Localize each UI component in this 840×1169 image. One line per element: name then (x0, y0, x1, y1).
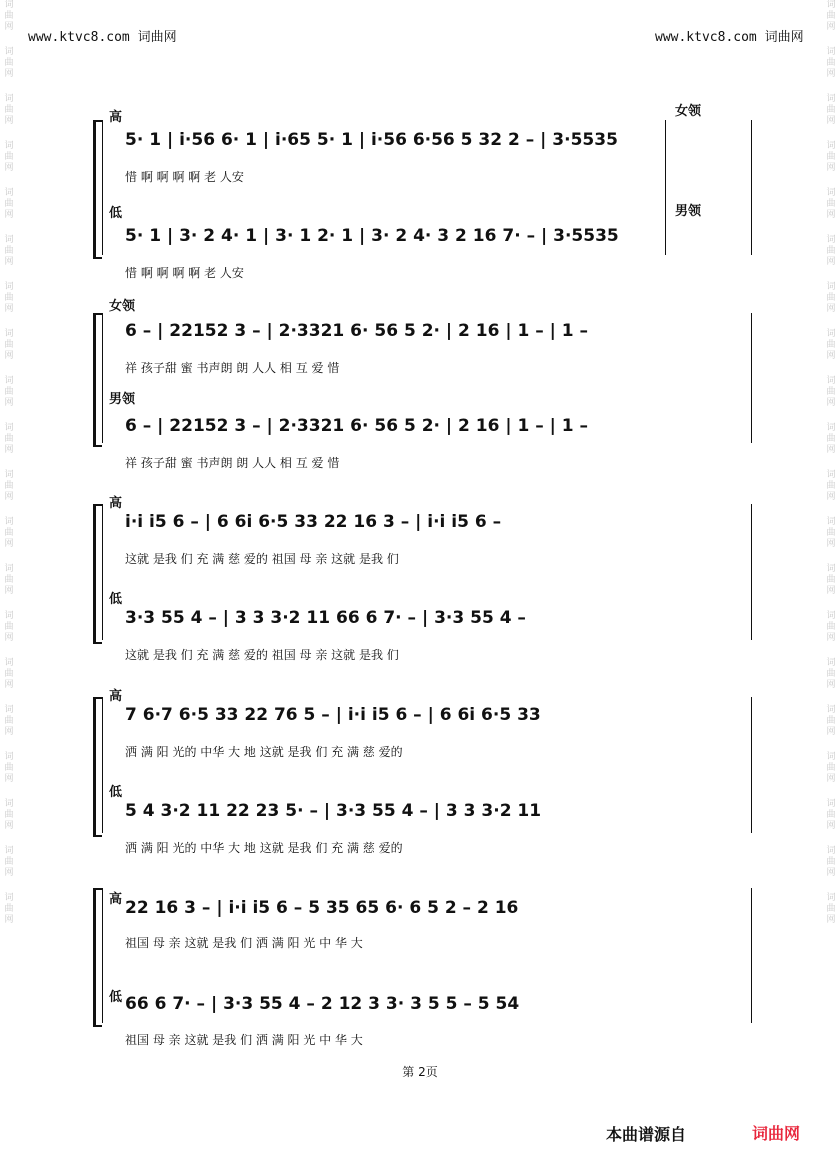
watermark-text: 词 曲 网 (4, 517, 14, 549)
notes-low: 66 6 7· – | 3·3 55 4 – 2 12 3 3· 3 5 5 – 5 54 (125, 994, 520, 1014)
notes-male-lead: 6 – | 22152 3 – | 2·3321 6· 56 5 2· | 2 16 | 1 – | 1 – (125, 416, 589, 436)
lyrics-low: 洒 满 阳 光的 中华 大 地 这就 是我 们 充 满 慈 爱的 (125, 841, 403, 855)
voice-label-high: 高 (109, 892, 123, 907)
voice-label-high: 高 (109, 496, 123, 511)
watermark-text: 词 曲 网 (826, 376, 836, 408)
watermark-text: 词 曲 网 (4, 658, 14, 690)
watermark-text: 词 曲 网 (826, 658, 836, 690)
watermark-text: 词 曲 网 (826, 893, 836, 925)
watermark-text: 词 曲 网 (4, 329, 14, 361)
lyrics-high: 祖国 母 亲 这就 是我 们 洒 满 阳 光 中 华 大 (125, 936, 363, 950)
watermark-text: 词 曲 网 (4, 47, 14, 79)
footer-source-text: 本曲谱源自 (606, 1125, 687, 1144)
end-barline (751, 120, 752, 255)
lyrics-high: 惜 啊 啊 啊 啊 老 人安 (125, 170, 244, 184)
watermark-text: 词 曲 网 (4, 564, 14, 596)
lyrics-high: 洒 满 阳 光的 中华 大 地 这就 是我 们 充 满 慈 爱的 (125, 745, 403, 759)
watermark-text: 词 曲 网 (826, 0, 836, 32)
notes-high: 5· 1 | i·56 6· 1 | i·65 5· 1 | i·56 6·56 5 32 2 – | 3·5535 (125, 130, 618, 150)
header-site-name: 词曲网 (764, 30, 804, 45)
voice-label-female-lead: 女领 (675, 104, 702, 119)
page-number: 第 2页 (402, 1065, 438, 1079)
score-system-5 (95, 878, 755, 1058)
system-brace-line (102, 504, 103, 640)
watermark-text: 词 曲 网 (4, 799, 14, 831)
watermark-text: 词 曲 网 (826, 846, 836, 878)
watermark-text: 词 曲 网 (4, 376, 14, 408)
voice-label-male-lead: 男领 (675, 204, 702, 219)
voice-label-high: 高 (109, 689, 123, 704)
notes-high: 22 16 3 – | i·i i5 6 – 5 35 65 6· 6 5 2 – 2 16 (125, 898, 519, 918)
watermark-text: 词 曲 网 (4, 752, 14, 784)
watermark-text: 词 曲 网 (826, 470, 836, 502)
end-barline (751, 504, 752, 640)
header-right (655, 26, 804, 45)
header-url: www.ktvc8.com (28, 30, 130, 45)
lyrics-high: 这就 是我 们 充 满 慈 爱的 祖国 母 亲 这就 是我 们 (125, 552, 399, 566)
system-brace-line (102, 888, 103, 1023)
lyrics-low: 惜 啊 啊 啊 啊 老 人安 (125, 266, 244, 280)
watermark-text: 词 曲 网 (826, 94, 836, 126)
end-barline (751, 697, 752, 833)
end-barline (751, 313, 752, 443)
watermark-text: 词 曲 网 (826, 235, 836, 267)
watermark-text: 词 曲 网 (826, 188, 836, 220)
system-brace (93, 697, 102, 837)
watermark-text: 词 曲 网 (4, 282, 14, 314)
notes-high: i·i i5 6 – | 6 6i 6·5 33 22 16 3 – | i·i i5 6 – (125, 512, 502, 532)
watermark-text: 词 曲 网 (4, 893, 14, 925)
watermark-text: 词 曲 网 (826, 705, 836, 737)
lyrics-female-lead: 祥 孩子甜 蜜 书声朗 朗 人人 相 互 爱 惜 (125, 361, 340, 375)
score-system-1 (95, 100, 755, 290)
system-brace (93, 120, 102, 259)
watermark-text: 词 曲 网 (826, 329, 836, 361)
voice-label-low: 低 (109, 592, 123, 607)
lyrics-low: 祖国 母 亲 这就 是我 们 洒 满 阳 光 中 华 大 (125, 1033, 363, 1047)
watermark-text: 词 曲 网 (826, 517, 836, 549)
notes-high: 7 6·7 6·5 33 22 76 5 – | i·i i5 6 – | 6 6i 6·5 33 (125, 705, 541, 725)
watermark-text: 词 曲 网 (4, 423, 14, 455)
watermark-text: 词 曲 网 (826, 141, 836, 173)
system-brace (93, 504, 102, 644)
watermark-text: 词 曲 网 (4, 235, 14, 267)
score-system-3 (95, 490, 755, 670)
header-url: www.ktvc8.com (655, 30, 757, 45)
watermark-text: 词 曲 网 (4, 188, 14, 220)
watermark-text: 词 曲 网 (4, 846, 14, 878)
watermark-text: 词 曲 网 (826, 423, 836, 455)
system-brace-line (102, 697, 103, 833)
notes-low: 5 4 3·2 11 22 23 5· – | 3·3 55 4 – | 3 3 3·2 11 (125, 801, 542, 821)
score-system-4 (95, 683, 755, 863)
watermark-text: 词 曲 网 (4, 94, 14, 126)
watermark-text: 词 曲 网 (826, 799, 836, 831)
watermark-text: 词 曲 网 (826, 564, 836, 596)
voice-label-high: 高 (109, 110, 123, 125)
watermark-right (824, 0, 838, 1169)
voice-label-low: 低 (109, 206, 123, 221)
notes-low: 3·3 55 4 – | 3 3 3·2 11 66 6 7· – | 3·3 55 4 – (125, 608, 526, 628)
notes-female-lead: 6 – | 22152 3 – | 2·3321 6· 56 5 2· | 2 16 | 1 – | 1 – (125, 321, 589, 341)
system-brace-line (102, 120, 103, 255)
header-left (28, 26, 177, 45)
watermark-text: 词 曲 网 (826, 752, 836, 784)
voice-label-male-lead: 男领 (109, 392, 136, 407)
watermark-text: 词 曲 网 (826, 611, 836, 643)
watermark-text: 词 曲 网 (4, 611, 14, 643)
score-system-2 (95, 295, 755, 475)
system-brace-line (102, 313, 103, 443)
watermark-text: 词 曲 网 (826, 47, 836, 79)
lyrics-low: 这就 是我 们 充 满 慈 爱的 祖国 母 亲 这就 是我 们 (125, 648, 399, 662)
voice-label-low: 低 (109, 785, 123, 800)
end-barline (751, 888, 752, 1023)
watermark-text: 词 曲 网 (4, 0, 14, 32)
voice-label-female-lead: 女领 (109, 299, 136, 314)
voice-label-low: 低 (109, 990, 123, 1005)
watermark-text: 词 曲 网 (826, 282, 836, 314)
notes-low: 5· 1 | 3· 2 4· 1 | 3· 1 2· 1 | 3· 2 4· 3 2 16 7· – | 3·5535 (125, 226, 619, 246)
header-site-name: 词曲网 (137, 30, 177, 45)
system-brace (93, 888, 102, 1027)
barline (665, 120, 666, 255)
watermark-left (2, 0, 16, 1169)
footer-logo[interactable]: 词曲网 (752, 1124, 801, 1143)
watermark-text: 词 曲 网 (4, 141, 14, 173)
watermark-text: 词 曲 网 (4, 470, 14, 502)
lyrics-male-lead: 祥 孩子甜 蜜 书声朗 朗 人人 相 互 爱 惜 (125, 456, 340, 470)
system-brace (93, 313, 102, 447)
watermark-text: 词 曲 网 (4, 705, 14, 737)
